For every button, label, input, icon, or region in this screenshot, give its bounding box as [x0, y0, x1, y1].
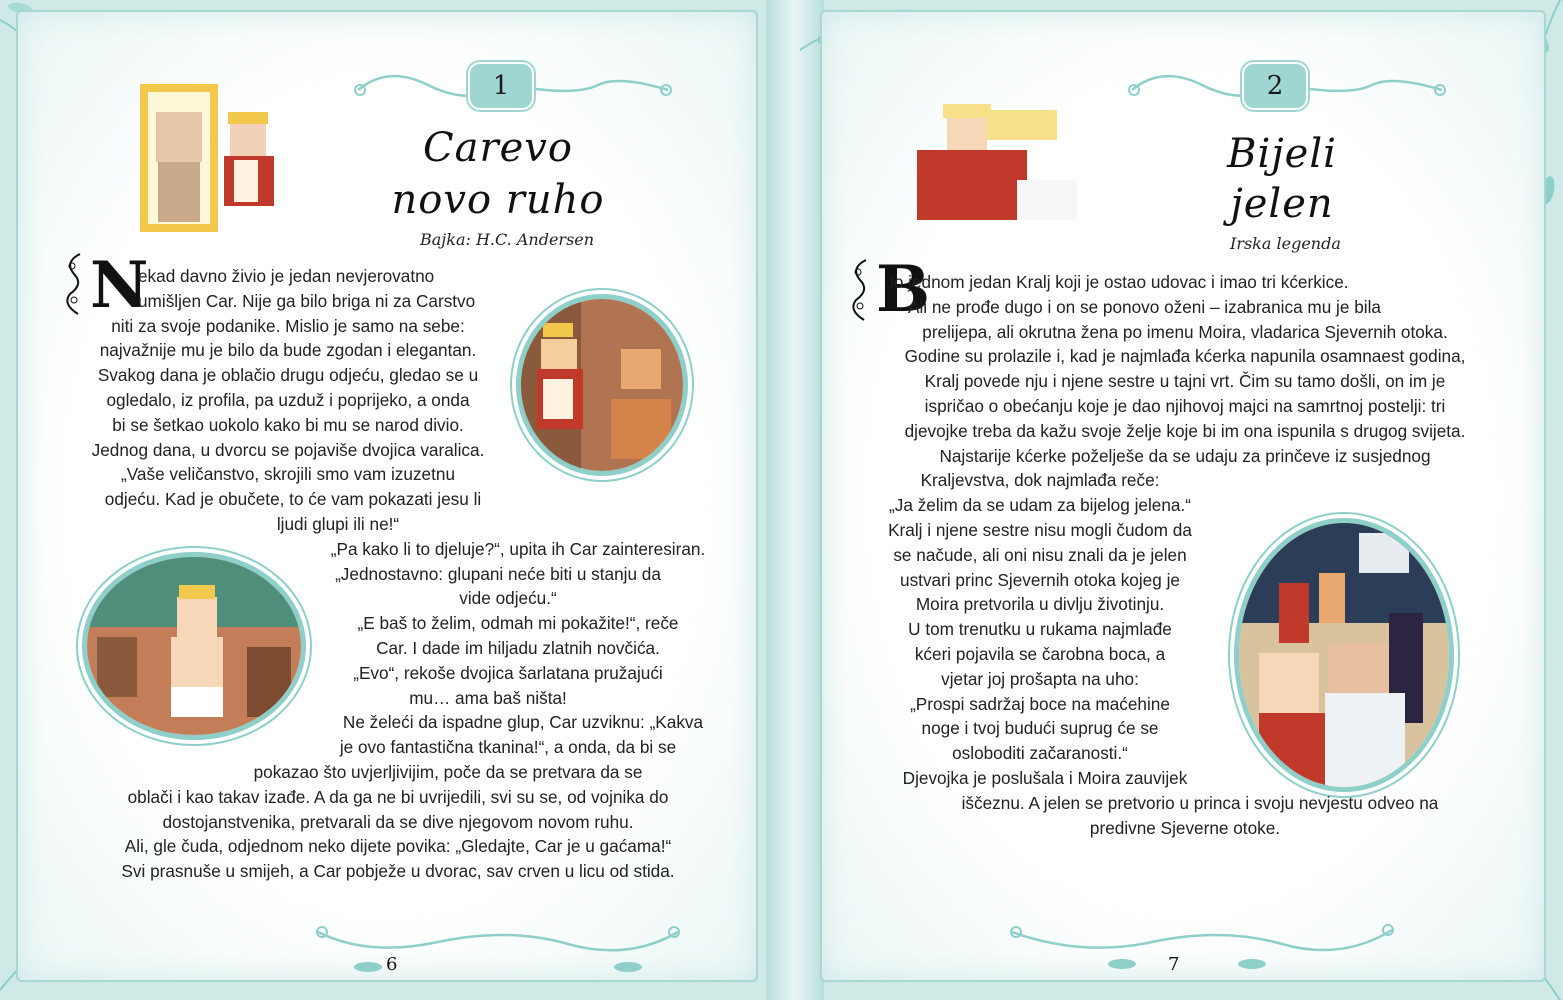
left-page [16, 10, 758, 982]
text-line: „E baš to želim, odmah mi pokažite!“, reče [357, 613, 679, 634]
text-line: U tom trenutku u rukama najmlađe [908, 619, 1172, 640]
story-title-line2: novo ruho [391, 177, 605, 223]
text-line: iščeznu. A jelen se pretvorio u princa i svoju nevjestu odveo na [961, 792, 1439, 813]
text-line: umišljen Car. Nije ga bilo briga ni za Carstvo [138, 290, 476, 311]
right-page [820, 10, 1546, 982]
text-line: ogledalo, iz profila, pa uzduž i poprijeko, a onda [106, 389, 470, 410]
dropcap-letter: B [876, 252, 931, 327]
text-line: prelijepa, ali okrutna žena po imenu Moira, vladarica Sjevernih otoka. [922, 321, 1448, 342]
text-line: Ali, gle čuda, odjednom neko dijete povika: „Gledajte, Car je u gaćama!“ [124, 836, 672, 857]
text-line: niti za svoje podanike. Mislio je samo na sebe: [111, 315, 465, 336]
text-line: se načude, ali oni nisu znali da je jelen [893, 544, 1187, 565]
text-line: Ali ne prođe dugo i on se ponovo oženi – izabranica mu je bila [908, 296, 1381, 317]
text-line: „Prospi sadržaj boce na maćehine [910, 693, 1170, 714]
story-subtitle: Bajka: H.C. Andersen [420, 230, 595, 249]
story-title-line1: Carevo [423, 125, 573, 171]
princess-stag-illustration [907, 100, 1077, 230]
text-line: Car. I dade im hiljadu zlatnih novčića. [376, 637, 660, 658]
text-line: je ovo fantastična tkanina!“, a onda, da bi se [339, 737, 677, 758]
story-title-line1: Bijeli [1227, 131, 1337, 177]
text-line: Jednog dana, u dvorcu se pojaviše dvojica varalica. [91, 439, 485, 460]
text-line: najvažnije mu je bilo da bude zgodan i elegantan. [99, 340, 477, 361]
text-line: dostojanstvenika, pretvarali da se dive njegovom novom ruhu. [162, 811, 634, 832]
text-line: ekad davno živio je jedan nevjerovatno [138, 266, 435, 286]
text-line: mu… ama baš ništa! [409, 687, 567, 708]
text-line: „Evo“, rekoše dvojica šarlatana pružajući [353, 662, 663, 683]
story-title-line2: jelen [1230, 181, 1334, 227]
text-line: „Ja želim da se udam za bijelog jelena.“ [889, 495, 1191, 516]
text-line: odjeću. Kad je obučete, to će vam pokazati jesu li [104, 489, 482, 510]
text-line: kćeri pojavila se čarobna boca, a [914, 643, 1166, 664]
text-line: vide odjeću.“ [459, 588, 557, 609]
text-line: Moira pretvorila u divlju životinju. [915, 594, 1165, 615]
dropcap-letter: N [90, 248, 149, 323]
text-line: Godine su prolazile i, kad je najmlađa kćerka napunila osamnaest godina, [904, 346, 1466, 367]
text-line: pokazao što uvjerljivijim, poče da se pretvara da se [253, 761, 643, 782]
story-text [58, 264, 738, 884]
story-number: 2 [1242, 62, 1308, 110]
text-line: ustvari princ Sjevernih otoka kojeg je [900, 569, 1180, 590]
text-line: osloboditi začaranosti.“ [952, 743, 1128, 764]
text-line: „Pa kako li to djeluje?“, upita ih Car zainteresiran. [330, 538, 706, 559]
text-line: ispričao o obećanju koje je dao njihovoj majci na samrtnoj postelji: tri [924, 395, 1446, 416]
text-line: Ne želeći da ispadne glup, Car uzviknu: „Kakva [342, 712, 704, 733]
emperor-mirror-illustration [138, 82, 298, 232]
book-gutter [766, 0, 824, 1000]
page-number: 6 [386, 954, 398, 975]
text-line: „Vaše veličanstvo, skrojili smo vam izuzetnu [121, 464, 455, 485]
text-line: oblači i kao takav izađe. A da ga ne bi uvrijedili, svi su se, od vojnika do [127, 786, 669, 807]
text-line: io jednom jedan Kralj koji je ostao udovac i imao tri kćerkice. [890, 272, 1349, 292]
text-line: Kralj povede nju i njene sestre u tajni vrt. Čim su tamo došli, on im je [924, 371, 1446, 392]
footer-swirl-ornament-icon [308, 912, 688, 972]
text-line: vjetar joj prošapta na uho: [941, 668, 1139, 689]
text-line: Kraljevstva, dok najmlađa reče: [920, 470, 1160, 491]
text-line: Svakog dana je oblačio drugu odjeću, gledao se u [97, 365, 479, 386]
text-line: Svi prasnuše u smijeh, a Car pobježe u dvorac, sav crven u licu od stida. [121, 861, 675, 882]
text-line: predivne Sjeverne otoke. [1089, 817, 1281, 838]
text-line: Djevojka je poslušala i Moira zauvijek [902, 767, 1188, 788]
text-line: ljudi glupi ili ne!“ [276, 513, 400, 534]
text-line: bi se šetkao uokolo kako bi mu se narod divio. [112, 414, 464, 435]
text-line: noge i tvoj budući suprug će se [921, 718, 1159, 739]
page-number: 7 [1168, 954, 1180, 975]
story-number: 1 [468, 62, 534, 110]
text-line: djevojke treba da kažu svoje želje koje bi im ona ispunila s drugog svijeta. [904, 420, 1466, 441]
story-text [850, 270, 1520, 840]
text-line: Najstarije kćerke poželješe da se udaju za prinčeve iz susjednog [939, 445, 1431, 466]
text-line: Kralj i njene sestre nisu mogli čudom da [888, 519, 1192, 540]
story-subtitle: Irska legenda [1230, 234, 1341, 253]
text-line: „Jednostavno: glupani neće biti u stanju da [335, 563, 661, 584]
footer-swirl-ornament-icon [1002, 902, 1402, 972]
